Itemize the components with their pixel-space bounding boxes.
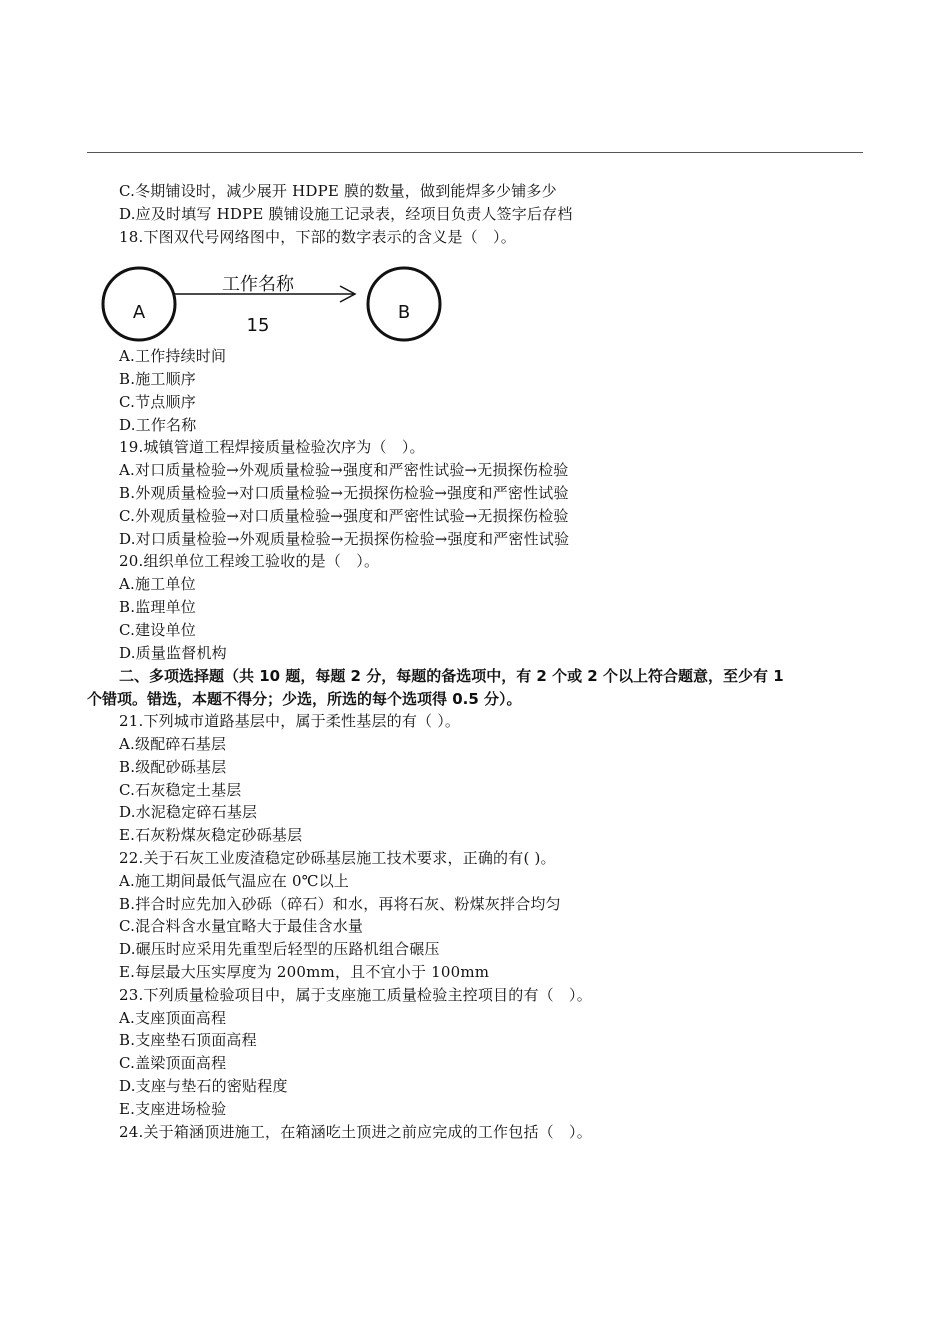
option-21e: E.石灰粉煤灰稳定砂砾基层	[119, 826, 303, 844]
option-19c: C.外观质量检验→对口质量检验→强度和严密性试验→无损探伤检验	[119, 507, 569, 525]
option-22c: C.混合料含水量宜略大于最佳含水量	[119, 917, 364, 935]
option-23a: A.支座顶面高程	[119, 1009, 227, 1027]
option-22e: E.每层最大压实厚度为 200mm，且不宜小于 100mm	[119, 963, 490, 981]
option-20a: A.施工单位	[119, 575, 196, 593]
option-20b: B.监理单位	[119, 598, 196, 616]
option-20d: D.质量监督机构	[119, 644, 227, 662]
section-heading-line2: 个错项。错选，本题不得分；少选，所选的每个选项得 0.5 分）。	[87, 690, 522, 708]
duration-label: 15	[246, 315, 270, 336]
option-23d: D.支座与垫石的密贴程度	[119, 1077, 288, 1095]
header-rule	[87, 152, 863, 153]
option-22b: B.拌合时应先加入砂砾（碎石）和水，再将石灰、粉煤灰拌合均匀	[119, 895, 561, 913]
section-heading-line1: 二、多项选择题（共 10 题，每题 2 分，每题的备选项中，有 2 个或 2 个以上符合题意，至少有 1	[119, 667, 784, 685]
option-18d: D.工作名称	[119, 416, 197, 434]
option-18b: B.施工顺序	[119, 370, 196, 388]
option-21c: C.石灰稳定土基层	[119, 781, 242, 799]
option-18a: A.工作持续时间	[119, 347, 227, 365]
question-24: 24.关于箱涵顶进施工，在箱涵吃土顶进之前应完成的工作包括（ ）。	[119, 1123, 592, 1141]
option-18c: C.节点顺序	[119, 393, 196, 411]
node-a-label: A	[132, 302, 146, 323]
question-22: 22.关于石灰工业废渣稳定砂砾基层施工技术要求，正确的有( )。	[119, 849, 556, 867]
option-17d: D.应及时填写 HDPE 膜铺设施工记录表，经项目负责人签字后存档	[119, 205, 573, 223]
work-name-label: 工作名称	[222, 274, 294, 295]
option-20c: C.建设单位	[119, 621, 196, 639]
option-19b: B.外观质量检验→对口质量检验→无损探伤检验→强度和严密性试验	[119, 484, 569, 502]
option-21a: A.级配碎石基层	[119, 735, 227, 753]
option-21b: B.级配砂砾基层	[119, 758, 227, 776]
network-diagram	[95, 262, 455, 348]
option-17c: C.冬期铺设时，减少展开 HDPE 膜的数量，做到能焊多少铺多少	[119, 182, 557, 200]
node-b-label: B	[397, 302, 411, 323]
option-23e: E.支座进场检验	[119, 1100, 227, 1118]
question-19: 19.城镇管道工程焊接质量检验次序为（ ）。	[119, 438, 425, 456]
option-22d: D.碾压时应采用先重型后轻型的压路机组合碾压	[119, 940, 440, 958]
option-22a: A.施工期间最低气温应在 0℃以上	[119, 872, 350, 890]
option-19d: D.对口质量检验→外观质量检验→无损探伤检验→强度和严密性试验	[119, 530, 570, 548]
question-20: 20.组织单位工程竣工验收的是（ ）。	[119, 552, 380, 570]
option-21d: D.水泥稳定碎石基层	[119, 803, 258, 821]
question-21: 21.下列城市道路基层中，属于柔性基层的有（ ）。	[119, 712, 461, 730]
question-23: 23.下列质量检验项目中，属于支座施工质量检验主控项目的有（ ）。	[119, 986, 592, 1004]
option-19a: A.对口质量检验→外观质量检验→强度和严密性试验→无损探伤检验	[119, 461, 569, 479]
option-23c: C.盖梁顶面高程	[119, 1054, 227, 1072]
option-23b: B.支座垫石顶面高程	[119, 1031, 257, 1049]
question-18: 18.下图双代号网络图中，下部的数字表示的含义是（ ）。	[119, 228, 516, 246]
